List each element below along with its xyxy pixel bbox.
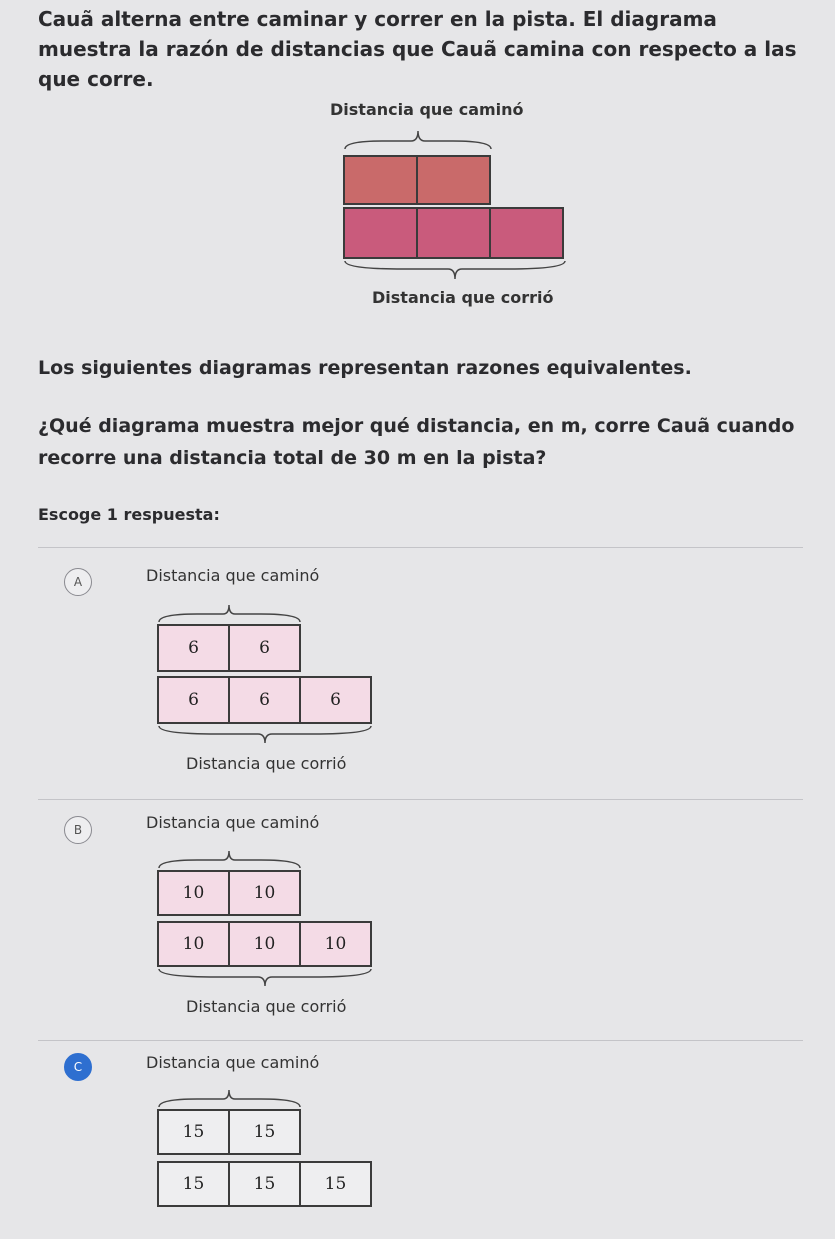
option-b-run-tape bbox=[157, 921, 370, 967]
option-c-walk-tape bbox=[157, 1109, 299, 1155]
option-b-top-brace bbox=[157, 848, 302, 870]
main-run-tape bbox=[343, 207, 562, 259]
option-b-run-cell: 10 bbox=[299, 921, 372, 967]
option-b[interactable] bbox=[0, 800, 835, 1038]
option-b-top-label: Distancia que caminó bbox=[146, 813, 320, 832]
option-a[interactable] bbox=[0, 552, 835, 797]
option-c-radio[interactable]: C bbox=[64, 1053, 92, 1081]
option-c-run-cell: 15 bbox=[299, 1161, 372, 1207]
option-b-bottom-label: Distancia que corrió bbox=[186, 997, 347, 1016]
main-run-unit bbox=[343, 207, 418, 259]
main-diagram-bottom-label: Distancia que corrió bbox=[372, 288, 554, 307]
option-a-run-tape bbox=[157, 676, 370, 724]
main-run-unit bbox=[416, 207, 491, 259]
main-top-brace bbox=[343, 127, 493, 151]
main-walk-tape bbox=[343, 155, 489, 205]
option-a-run-cell: 6 bbox=[157, 676, 230, 724]
option-b-walk-cell: 10 bbox=[228, 870, 301, 916]
main-run-unit bbox=[489, 207, 564, 259]
main-walk-unit bbox=[416, 155, 491, 205]
main-walk-unit bbox=[343, 155, 418, 205]
option-c-top-brace bbox=[157, 1087, 302, 1109]
option-b-run-cell: 10 bbox=[157, 921, 230, 967]
choose-label: Escoge 1 respuesta: bbox=[38, 505, 220, 524]
option-b-bottom-brace bbox=[157, 967, 374, 989]
option-a-radio[interactable]: A bbox=[64, 568, 92, 596]
problem-text: Cauã alterna entre caminar y correr en la pista. El diagrama muestra la razón de distancias que Cauã camina con respecto a las que corre. bbox=[38, 7, 797, 91]
option-b-walk-tape bbox=[157, 870, 299, 916]
option-a-bottom-label: Distancia que corrió bbox=[186, 754, 347, 773]
option-b-walk-cell: 10 bbox=[157, 870, 230, 916]
main-bottom-brace bbox=[343, 259, 568, 283]
option-c-top-label: Distancia que caminó bbox=[146, 1053, 320, 1072]
option-a-run-cell: 6 bbox=[228, 676, 301, 724]
option-b-radio[interactable]: B bbox=[64, 816, 92, 844]
option-c-walk-cell: 15 bbox=[228, 1109, 301, 1155]
option-a-top-brace bbox=[157, 602, 302, 624]
option-b-run-cell: 10 bbox=[228, 921, 301, 967]
option-a-walk-cell: 6 bbox=[157, 624, 230, 672]
option-c-walk-cell: 15 bbox=[157, 1109, 230, 1155]
equivalent-statement: Los siguientes diagramas representan razones equivalentes. bbox=[38, 357, 692, 379]
option-a-bottom-brace bbox=[157, 724, 374, 746]
main-diagram-top-label: Distancia que caminó bbox=[330, 100, 524, 119]
option-a-top-label: Distancia que caminó bbox=[146, 566, 320, 585]
option-c-run-cell: 15 bbox=[157, 1161, 230, 1207]
divider bbox=[38, 547, 803, 548]
option-c-run-tape bbox=[157, 1161, 370, 1207]
option-a-walk-cell: 6 bbox=[228, 624, 301, 672]
option-a-walk-tape bbox=[157, 624, 299, 672]
option-a-run-cell: 6 bbox=[299, 676, 372, 724]
option-c-run-cell: 15 bbox=[228, 1161, 301, 1207]
question-text: ¿Qué diagrama muestra mejor qué distancia, en m, corre Cauã cuando recorre una distancia total de 30 m en la pista? bbox=[38, 415, 795, 469]
option-c[interactable] bbox=[0, 1041, 835, 1239]
